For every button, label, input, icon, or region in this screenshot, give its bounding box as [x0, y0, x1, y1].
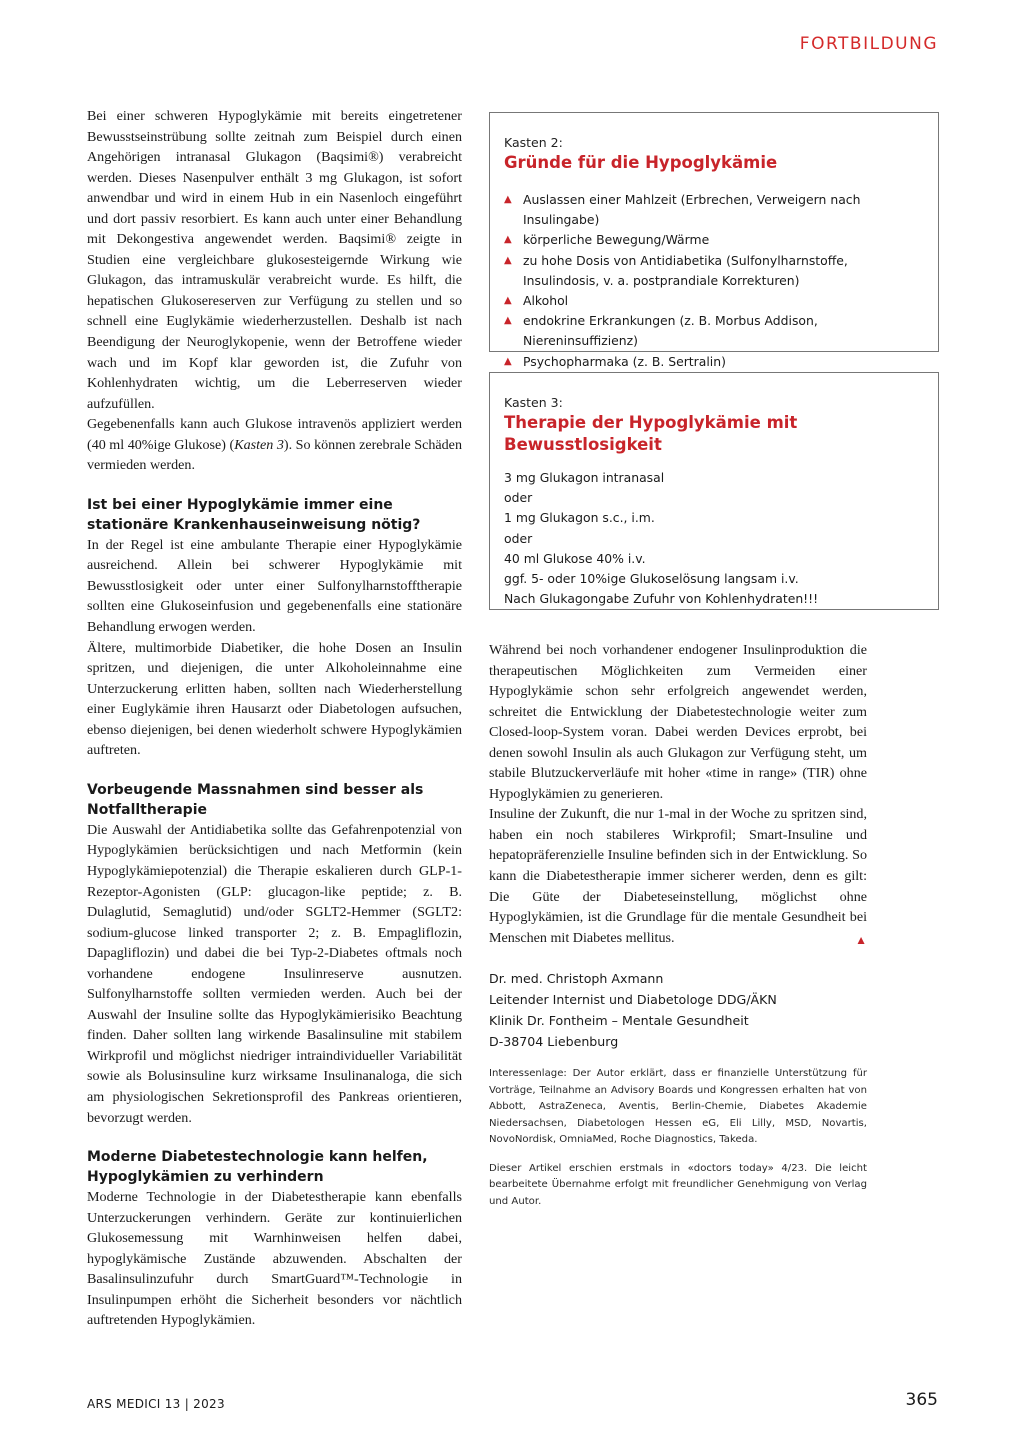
- section-heading: Vorbeugende Massnahmen sind besser als Notfalltherapie: [87, 781, 424, 818]
- section-heading: Ist bei einer Hypoglykämie immer eine stationäre Krankenhauseinweisung nötig?: [87, 496, 421, 533]
- paragraph: In der Regel ist eine ambulante Therapie einer Hypoglykämie ausreichend. Allein bei schwerer Hypoglykämie mit Bewusstlosigkeit oder unter einer Sulfonylharnstofftherapie sollten eine Glukoseinfusion und gegebenenfalls eine stationäre Behandlung erwogen werden.: [87, 536, 462, 636]
- box-label: Kasten 2:: [504, 135, 563, 150]
- paragraph: [87, 414, 462, 476]
- paragraph: Ältere, multimorbide Diabetiker, die hohe Dosen an Insulin spritzen, und diejenigen, die unter Alkoholeinnahme eine Unterzuckerung erlitten haben, sollten nach Wiederherstellung einer Euglykämie ihren Hausarzt oder Diabetologen aufsuchen, ebenso diejenigen, bei denen wiederholt schwere Hypoglykämien auftreten.: [87, 639, 462, 759]
- right-column: [489, 112, 939, 1210]
- paragraph: [489, 804, 867, 948]
- therapy-line: oder: [504, 490, 533, 506]
- paragraph: Bei einer schweren Hypoglykämie mit bereits eingetretener Bewusstseinstrübung sollte zeitnah zum Beispiel durch einen Angehörigen intranasal Glukagon (Baqsimi®) verabreicht werden. Dieses Nasenpulver enthält 3 mg Glukagon, ist sofort anwendbar und wird in einem Hub in ein Nasenloch eingeführt und dort passiv resorbiert. Es kann auch unter einer Behandlung mit Dekongestiva angewendet werden. Baqsimi® zeigte in Studien eine vergleichbare glukosesteigernde Wirkung wie Glukagon, das intramuskulär verabreicht wurde. Es hilft, die hepatischen Glukosereserven zur Verfügung zu stellen und so schnell eine Euglykämie wiederherzustellen. Deshalb ist nach Beendigung der Neuroglykopenie, wenn der Betroffene wieder wach und im Kopf klar geworden ist, die Zufuhr von Kohlenhydraten wichtig, um die Leberreserven wieder aufzufüllen.: [87, 108, 462, 412]
- box-title: Therapie der Hypoglykämie mit Bewusstlosigkeit: [504, 413, 798, 454]
- journal-footer: ARS MEDICI 13 | 2023: [87, 1397, 225, 1411]
- therapy-line: oder: [504, 530, 533, 546]
- box-label: Kasten 3:: [504, 395, 563, 410]
- box-title: Gründe für die Hypoglykämie: [504, 153, 778, 172]
- interests-note: Interessenlage: Der Autor erklärt, dass er finanzielle Unterstützung für Vorträge, Teilnahme an Advisory Boards und Kongressen erhalten hat von Abbott, AstraZeneca, Aventis, Berlin-Chemie, Diabetes Akademie Niedersachsen, Diabetologen Hessen eG, Eli Lilly, MSD, Novartis, NovoNordisk, OmniaMed, Roche Diagnostics, Takeda.: [489, 1068, 867, 1146]
- list-item: ▲ Alkohol: [504, 291, 922, 311]
- therapy-line: Nach Glukagongabe Zufuhr von Kohlenhydraten!!!: [504, 591, 819, 607]
- left-column: [87, 106, 462, 1331]
- author-city: D-38704 Liebenburg: [489, 1034, 619, 1050]
- list-item: ▲ zu hohe Dosis von Antidiabetika (Sulfonylharnstoffe, Insulindosis, v. a. postprandiale Korrekturen): [504, 251, 922, 291]
- author-clinic: Klinik Dr. Fontheim – Mentale Gesundheit: [489, 1013, 749, 1029]
- right-text: [489, 640, 867, 1210]
- info-box-3: [489, 372, 939, 610]
- author-role: Leitender Internist und Diabetologe DDG/ÄKN: [489, 992, 777, 1008]
- list-item: ▲ Psychopharmaka (z. B. Sertralin): [504, 352, 922, 372]
- info-box-2: [489, 112, 939, 369]
- text-span: ). So können zerebrale Schäden vermieden werden.: [87, 436, 462, 474]
- list-item: ▲ endokrine Erkrankungen (z. B. Morbus Addison, Niereninsuffizienz): [504, 311, 922, 351]
- therapy-line: 3 mg Glukagon intranasal: [504, 470, 665, 485]
- text-span: Insuline der Zukunft, die nur 1-mal in der Woche zu spritzen sind, haben ein noch stabileres Wirkprofil; Smart-Insuline und hepatopräferenzielle Insuline befinden sich in der Entwicklung. So kann die Diabetestherapie immer sicherer werden, denn es gilt: Die Güte der Diabeteseinstellung, möglichst ohne Hypoglykämien, ist die Grundlage für die mentale Gesundheit bei Menschen mit Diabetes mellitus.: [489, 806, 867, 946]
- therapy-line: 1 mg Glukagon s.c., i.m.: [504, 510, 655, 526]
- author-name: Dr. med. Christoph Axmann: [489, 971, 664, 987]
- list-item: ▲ körperliche Bewegung/Wärme: [504, 230, 922, 250]
- author-block: [489, 968, 867, 1052]
- therapy-line: 40 ml Glukose 40% i.v.: [504, 550, 646, 566]
- section-heading: Moderne Diabetestechnologie kann helfen, Hypoglykämien zu verhindern: [87, 1149, 428, 1186]
- end-triangle-icon: ▲: [855, 932, 867, 947]
- therapy-line: ggf. 5- oder 10%ige Glukoselösung langsam i.v.: [504, 571, 799, 587]
- page-number: 365: [905, 1390, 938, 1410]
- paragraph: Während bei noch vorhandener endogener Insulinproduktion die therapeutischen Möglichkeiten zum Vermeiden einer Hypoglykämie schon sehr erfolgreich angewendet werden, schreitet die Entwicklung der Diabetestechnologie weiter zum Closed-loop-System voran. Dabei werden Devices erprobt, bei denen sowohl Insulin als auch Glukagon zur Verfügung steht, um stabile Blutzuckerverläufe mit hoher «time in range» (TIR) ohne Hypoglykämien zu generieren.: [489, 642, 867, 802]
- therapy-list: [504, 468, 922, 609]
- origin-note: Dieser Artikel erschien erstmals in «doctors today» 4/23. Die leicht bearbeitete Übernahme erfolgt mit freundlicher Genehmigung von Verlag und Autor.: [489, 1162, 867, 1207]
- paragraph: Die Auswahl der Antidiabetika sollte das Gefahrenpotenzial von Hypoglykämien berücksichtigen und nach Metformin (kein Hypoglykämiepotenzial) die Therapie eskalieren durch GLP-1-Rezeptor-Agonisten (GLP: glucagon-like peptide; z. B. Dulaglutid, Semaglutid) und/oder SGLT2-Hemmer (SGLT2: sodium-glucose linked transporter 2; z. B. Empagliflozin, Dapagliflozin) und dabei die bei Typ-2-Diabetes oftmals noch vorhandene endogene Insulinreserve ausnutzen. Sulfonylharnstoffe sollten vermieden werden. Auch bei der Auswahl der Insuline sollte das Hypoglykämierisiko Beachtung finden. Daher sollten lang wirkende Basalinsuline mit stabilem Wirkprofil und möglichst niedriger intraindividueller Variabilität sowie als Bolusinsuline kurz wirksame Insulinanaloga, die sich am physiologischen Sekretionsprofil des Pankreas orientieren, bevorzugt werden.: [87, 821, 462, 1126]
- section-label: FORTBILDUNG: [799, 34, 938, 54]
- list-item: ▲ Auslassen einer Mahlzeit (Erbrechen, Verweigern nach Insulingabe): [504, 190, 922, 230]
- box-reference: Kasten 3: [234, 436, 284, 453]
- paragraph: Moderne Technologie in der Diabetestherapie kann ebenfalls Unterzuckerungen verhindern. Geräte zur kontinuierlichen Glukosemessung mit Warnhinweisen helfen dabei, hypoglykämische Zustände abzuwenden. Abschalten der Basalinsulinzufuhr durch SmartGuard™-Technologie in Insulinpumpen erhöht die Sicherheit besonders vor nächtlich auftretenden Hypoglykämien.: [87, 1189, 462, 1329]
- reasons-list: [504, 190, 922, 372]
- text-span: Gegebenenfalls kann auch Glukose intravenös appliziert werden (40 ml 40%ige Glukose) (: [87, 416, 462, 453]
